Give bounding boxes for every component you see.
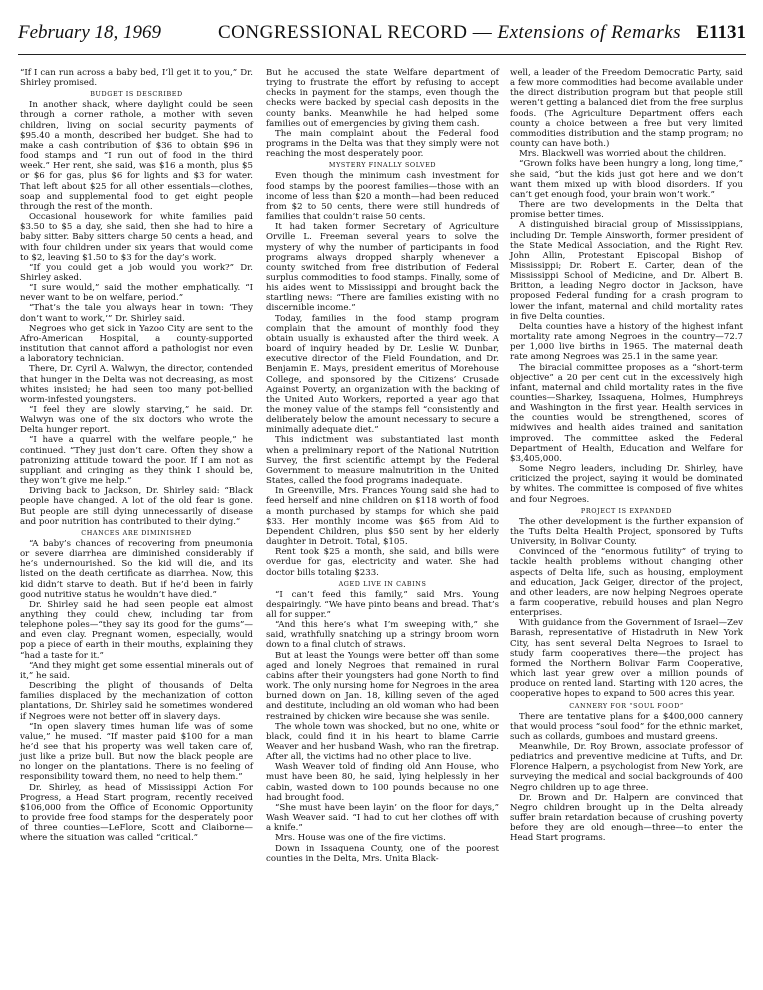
article-paragraph: There are tentative plans for a $400,000 cannery that would process “soul food” for the ethnic market, such as collards, gumboes and mustard greens. bbox=[510, 711, 743, 742]
section-subheading: CHANCES ARE DIMINISHED bbox=[81, 528, 192, 537]
article-paragraph: Driving back to Jackson, Dr. Shirley said: “Black people have changed. A lot of the old fear is gone. But people are still dying unnecessarily of disease and poor nutrition has contributed to their dying.” bbox=[20, 486, 253, 527]
article-paragraph: But at least the Youngs were better off than some aged and lonely Negroes that remained in rural cabins after their youngsters had gone North to find work. The only nursing home for Negroes in the area burned down on Jan. 18, killing seven of the aged and destitute, including an old woman who had been restrained by chicken wire because she was senile. bbox=[266, 650, 499, 722]
article-paragraph: “If I can run across a baby bed, I’ll get it to you,” Dr. Shirley promised. bbox=[20, 68, 253, 89]
article-paragraph: But he accused the state Welfare department of trying to frustrate the effort by refusing to accept checks in payment for the stamps, even though the checks were backed by special cash deposits in the county banks. Meanwhile he had helped some families out of emergencies by giving them cash. bbox=[266, 68, 499, 129]
article-paragraph: Rent took $25 a month, she said, and bills were overdue for gas, electricity and water. She had doctor bills totaling $233. bbox=[266, 547, 499, 578]
article-paragraph: There, Dr. Cyril A. Walwyn, the director, contended that hunger in the Delta was not decreasing, as most whites insisted; he had seen too many pot-bellied worm-infested youngsters. bbox=[20, 364, 253, 405]
header-title: CONGRESSIONAL RECORD — Extensions of Remarks bbox=[218, 22, 682, 43]
article-paragraph: The main complaint about the Federal food programs in the Delta was that they simply were not reaching the most desperately poor. bbox=[266, 128, 499, 160]
article-paragraph: Mrs. Blackwell was worried about the children. bbox=[519, 149, 727, 160]
page-number: E1131 bbox=[696, 22, 746, 43]
article-paragraph: “She must have been layin’ on the floor for days,” Wash Weaver said. “I had to cut her clothes off with a knife.” bbox=[266, 802, 499, 834]
article-paragraph: “Grown folks have been hungry a long, long time,” she said, “but the kids just got here and we don’t want them mixed up with blood disorders. If you can’t get enough food, your brain won’t work.” bbox=[510, 159, 743, 200]
article-paragraph: “I feel they are slowly starving,” he said. Dr. Walwyn was one of the six doctors who wrote the Delta hunger report. bbox=[20, 405, 253, 436]
article-paragraph: “That’s the tale you always hear in town: ‘They don’t want to work,’” Dr. Shirley said. bbox=[20, 303, 253, 324]
article-paragraph: With guidance from the Government of Israel—Zev Barash, representative of Histadruth in New York City, has sent several Delta Negroes to Israel to study farm cooperatives there—the project has formed the Northern Bolivar Farm Cooperative, which last year grew over a million pounds of produce on rented land. Starting with 120 acres, the cooperative hopes to expand to 500 acres this year. bbox=[510, 618, 743, 700]
article-paragraph: Wash Weaver told of finding old Ann House, who must have been 80, he said, lying helplessly in her cabin, wasted down to 100 pounds because no one had brought food. bbox=[266, 762, 499, 803]
article-paragraph: Down in Issaquena County, one of the poorest counties in the Delta, Mrs. Unita Black- bbox=[266, 843, 499, 864]
section-subheading: BUDGET IS DESCRIBED bbox=[90, 90, 183, 99]
section-subheading: MYSTERY FINALLY SOLVED bbox=[328, 161, 437, 170]
article-paragraph: “If you could get a job would you work?” Dr. Shirley asked. bbox=[20, 262, 253, 283]
section-subheading: CANNERY FOR “SOUL FOOD” bbox=[569, 701, 684, 710]
article-paragraph: “And they might get some essential minerals out of it,” he said. bbox=[20, 660, 253, 681]
article-paragraph: A distinguished biracial group of Mississippians, including Dr. Temple Ainsworth, former president of the State Medical Association, and the Right Rev. John Allin, Protestant Episcopal Bishop of Mississippi; Dr. Robert E. Carter, dean of the Mississippi School of Medicine, and Dr. Albert B. Britton, a leading Negro doctor in Jackson, have proposed Federal funding for a crash program to lower the infant, maternal and child mortality rates in five Delta counties. bbox=[510, 220, 743, 322]
article-paragraph: “I have a quarrel with the welfare people,” he continued. “They just don’t care. Often they show a patronizing attitude toward the poor. If I am not as suppliant and cringing as they think I should be, they won’t give me help.” bbox=[20, 435, 253, 487]
article-paragraph: Dr. Shirley said he had seen people eat almost anything they could chew, including tar from telephone poles—“they say its good for the gums”—and even clay. Pregnant women, especially, would pop a piece of earth in their mouths, explaining they “had a taste for it.” bbox=[20, 599, 253, 661]
text-column-2 bbox=[266, 68, 499, 864]
article-paragraph: Meanwhile, Dr. Roy Brown, associate professor of pediatrics and preventive medicine at Tufts, and Dr. Florence Halpern, a psychologist from New York, are surveying the medical and social backgrounds of 400 Negro children up to age three. bbox=[510, 742, 743, 793]
article-paragraph: The biracial committee proposes as a “short-term objective” a 20 per cent cut in the excessively high infant, maternal and child mortality rates in the five counties—Sharkey, Issaquena, Holmes, Humphreys and Washington in the first year. Health services in the counties would be strengthened, scores of midwives and health aides trained and sanitation improved. The committee asked the Federal Department of Health, Education and Welfare for $3,405,000. bbox=[510, 362, 743, 464]
text-column-3 bbox=[510, 68, 743, 844]
article-paragraph: Some Negro leaders, including Dr. Shirley, have criticized the project, saying it would be dominated by whites. The committee is composed of five whites and four Negroes. bbox=[510, 464, 743, 505]
article-paragraph: Delta counties have a history of the highest infant mortality rate among Negroes in the country—72.7 per 1,000 live births in 1965. The maternal death rate among Negroes was 25.1 in the same year. bbox=[510, 321, 743, 363]
text-column-1 bbox=[20, 68, 253, 844]
article-paragraph: “A baby’s chances of recovering from pneumonia or severe diarrhea are diminished considerably if he’s undernourished. So the kid will die, and its listed on the death certificate as diarrhea. Now, this kid didn’t starve to death. But if he’d been in fairly good nutritive status he wouldn’t have died.” bbox=[20, 538, 253, 600]
article-paragraph: The whole town was shocked, but no one, white or black, could find it in his heart to blame Carrie Weaver and her husband Wash, who ran the firetrap. After all, the victims had no other place to live. bbox=[266, 721, 499, 763]
article-paragraph: In Greenville, Mrs. Frances Young said she had to feed herself and nine children on $118 worth of food a month purchased by stamps for which she paid $33. Her monthly income was $65 from Aid to Dependent Children, plus $50 sent by her elderly daughter in Detroit. Total, $105. bbox=[266, 486, 499, 548]
article-paragraph: Negroes who get sick in Yazoo City are sent to the Afro-American Hospital, a county-supported institution that cannot afford a pathologist nor even a laboratory technician. bbox=[20, 323, 253, 365]
page-header bbox=[18, 20, 746, 55]
article-paragraph: Dr. Brown and Dr. Halpern are convinced that Negro children brought up in the Delta already suffer brain retardation because of crushing poverty before they are old enough—three—to enter the Head Start programs. bbox=[510, 792, 743, 844]
section-title: Extensions of Remarks bbox=[497, 22, 682, 43]
article-paragraph: “I can’t feed this family,” said Mrs. Young despairingly. “We have pinto beans and bread. That’s all for supper.” bbox=[266, 589, 499, 620]
article-paragraph: “In open slavery times human life was of some value,” he mused. “If master paid $100 for a man he’d see that his property was well taken care of, just like a prize bull. But now the black people are no longer on the plantations. There is no feeling of responsibility toward them, no need to help them.” bbox=[20, 721, 253, 783]
article-paragraph: Even though the minimum cash investment for food stamps by the poorest families—those with an income of less than $20 a month—had been reduced from $2 to 50 cents, there were still hundreds of families that couldn’t raise 50 cents. bbox=[266, 171, 499, 223]
section-subheading: PROJECT IS EXPANDED bbox=[580, 506, 673, 515]
article-paragraph: There are two developments in the Delta that promise better times. bbox=[510, 200, 743, 221]
header-date: February 18, 1969 bbox=[18, 22, 162, 43]
article-paragraph: well, a leader of the Freedom Democratic Party, said a few more commodities had become available under the direct distribution program but that people still weren’t getting a balanced diet from the free surplus foods. (The Agriculture Department offers each county a choice between a free but very limited commodities distribution and the stamp program; no county can have both.) bbox=[510, 68, 743, 150]
article-paragraph: Mrs. House was one of the fire victims. bbox=[275, 833, 446, 844]
publication-title: CONGRESSIONAL RECORD bbox=[218, 22, 468, 43]
article-paragraph: Describing the plight of thousands of Delta families displaced by the mechanization of cotton plantations, Dr. Shirley said he sometimes wondered if Negroes were not better off in slavery days. bbox=[20, 681, 253, 722]
article-paragraph: It had taken former Secretary of Agriculture Orville L. Freeman several years to solve the mystery of why the number of participants in food programs always dropped sharply whenever a county switched from free distribution of Federal surplus commodities to food stamps. Finally, some of his aides went to Mississippi and brought back the startling news: “There are families existing with no discernible income.” bbox=[266, 222, 499, 314]
article-paragraph: Convinced of the “enormous futility” of trying to tackle health problems without changing other aspects of Delta life, such as housing, employment and education, Jack Geiger, director of the project, and other leaders, are now helping Negroes operate a farm cooperative, rebuild houses and plan Negro enterprises. bbox=[510, 547, 743, 619]
article-paragraph: Dr. Shirley, as head of Mississippi Action For Progress, a Head Start program, recently received $106,000 from the Office of Economic Opportunity to provide free food stamps for the desperately poor of three counties—LeFlore, Scott and Claiborne—where the situation was called “critical.” bbox=[20, 782, 253, 844]
article-paragraph: This indictment was substantiated last month when a preliminary report of the National Nutrition Survey, the first scientific attempt by the Federal Government to measure malnutrition in the United States, called the food programs inadequate. bbox=[266, 435, 499, 487]
section-subheading: AGED LIVE IN CABINS bbox=[338, 579, 427, 588]
article-paragraph: In another shack, where daylight could be seen through a corner rathole, a mother with seven children, living on social security payments of $95.40 a month, described her budget. She had to make a cash contribution of $36 to obtain $96 in food stamps and “I run out of food in the third week.” Her rent, she said, was $16 a month, plus $5 or $6 for gas, plus $6 for lights and $3 for water. That left about $25 for all other essentials—clothes, soap and supplemental food to get eight people through the rest of the month. bbox=[20, 100, 253, 212]
article-paragraph: “And this here’s what I’m sweeping with,” she said, wrathfully snatching up a stringy broom worn down to a final clutch of straws. bbox=[266, 620, 499, 651]
article-paragraph: Occasional housework for white families paid $3.50 to $5 a day, she said, then she had to hire a baby sitter. Baby sitters charge 50 cents a head, and with four children under six years that would come to $2, leaving $1.50 to $3 for the day’s work. bbox=[20, 212, 253, 263]
article-paragraph: The other development is the further expansion of the Tufts Delta Health Project, sponsored by Tufts University, in Bolivar County. bbox=[510, 516, 743, 548]
article-paragraph: “I sure would,” said the mother emphatically. “I never want to be on welfare, period.” bbox=[20, 283, 253, 304]
article-paragraph: Today, families in the food stamp program complain that the amount of monthly food they obtain usually is exhausted after the third week. A board of inquiry headed by Dr. Leslie W. Dunbar, executive director of the Field Foundation, and Dr. Benjamin E. Mays, president emeritus of Morehouse College, and sponsored by the Citizens’ Crusade Against Poverty, an organization with the backing of the United Auto Workers, reported a year ago that the money value of the stamps fell “consistently and deliberately below the amount necessary to secure a minimally adequate diet.” bbox=[266, 313, 499, 436]
